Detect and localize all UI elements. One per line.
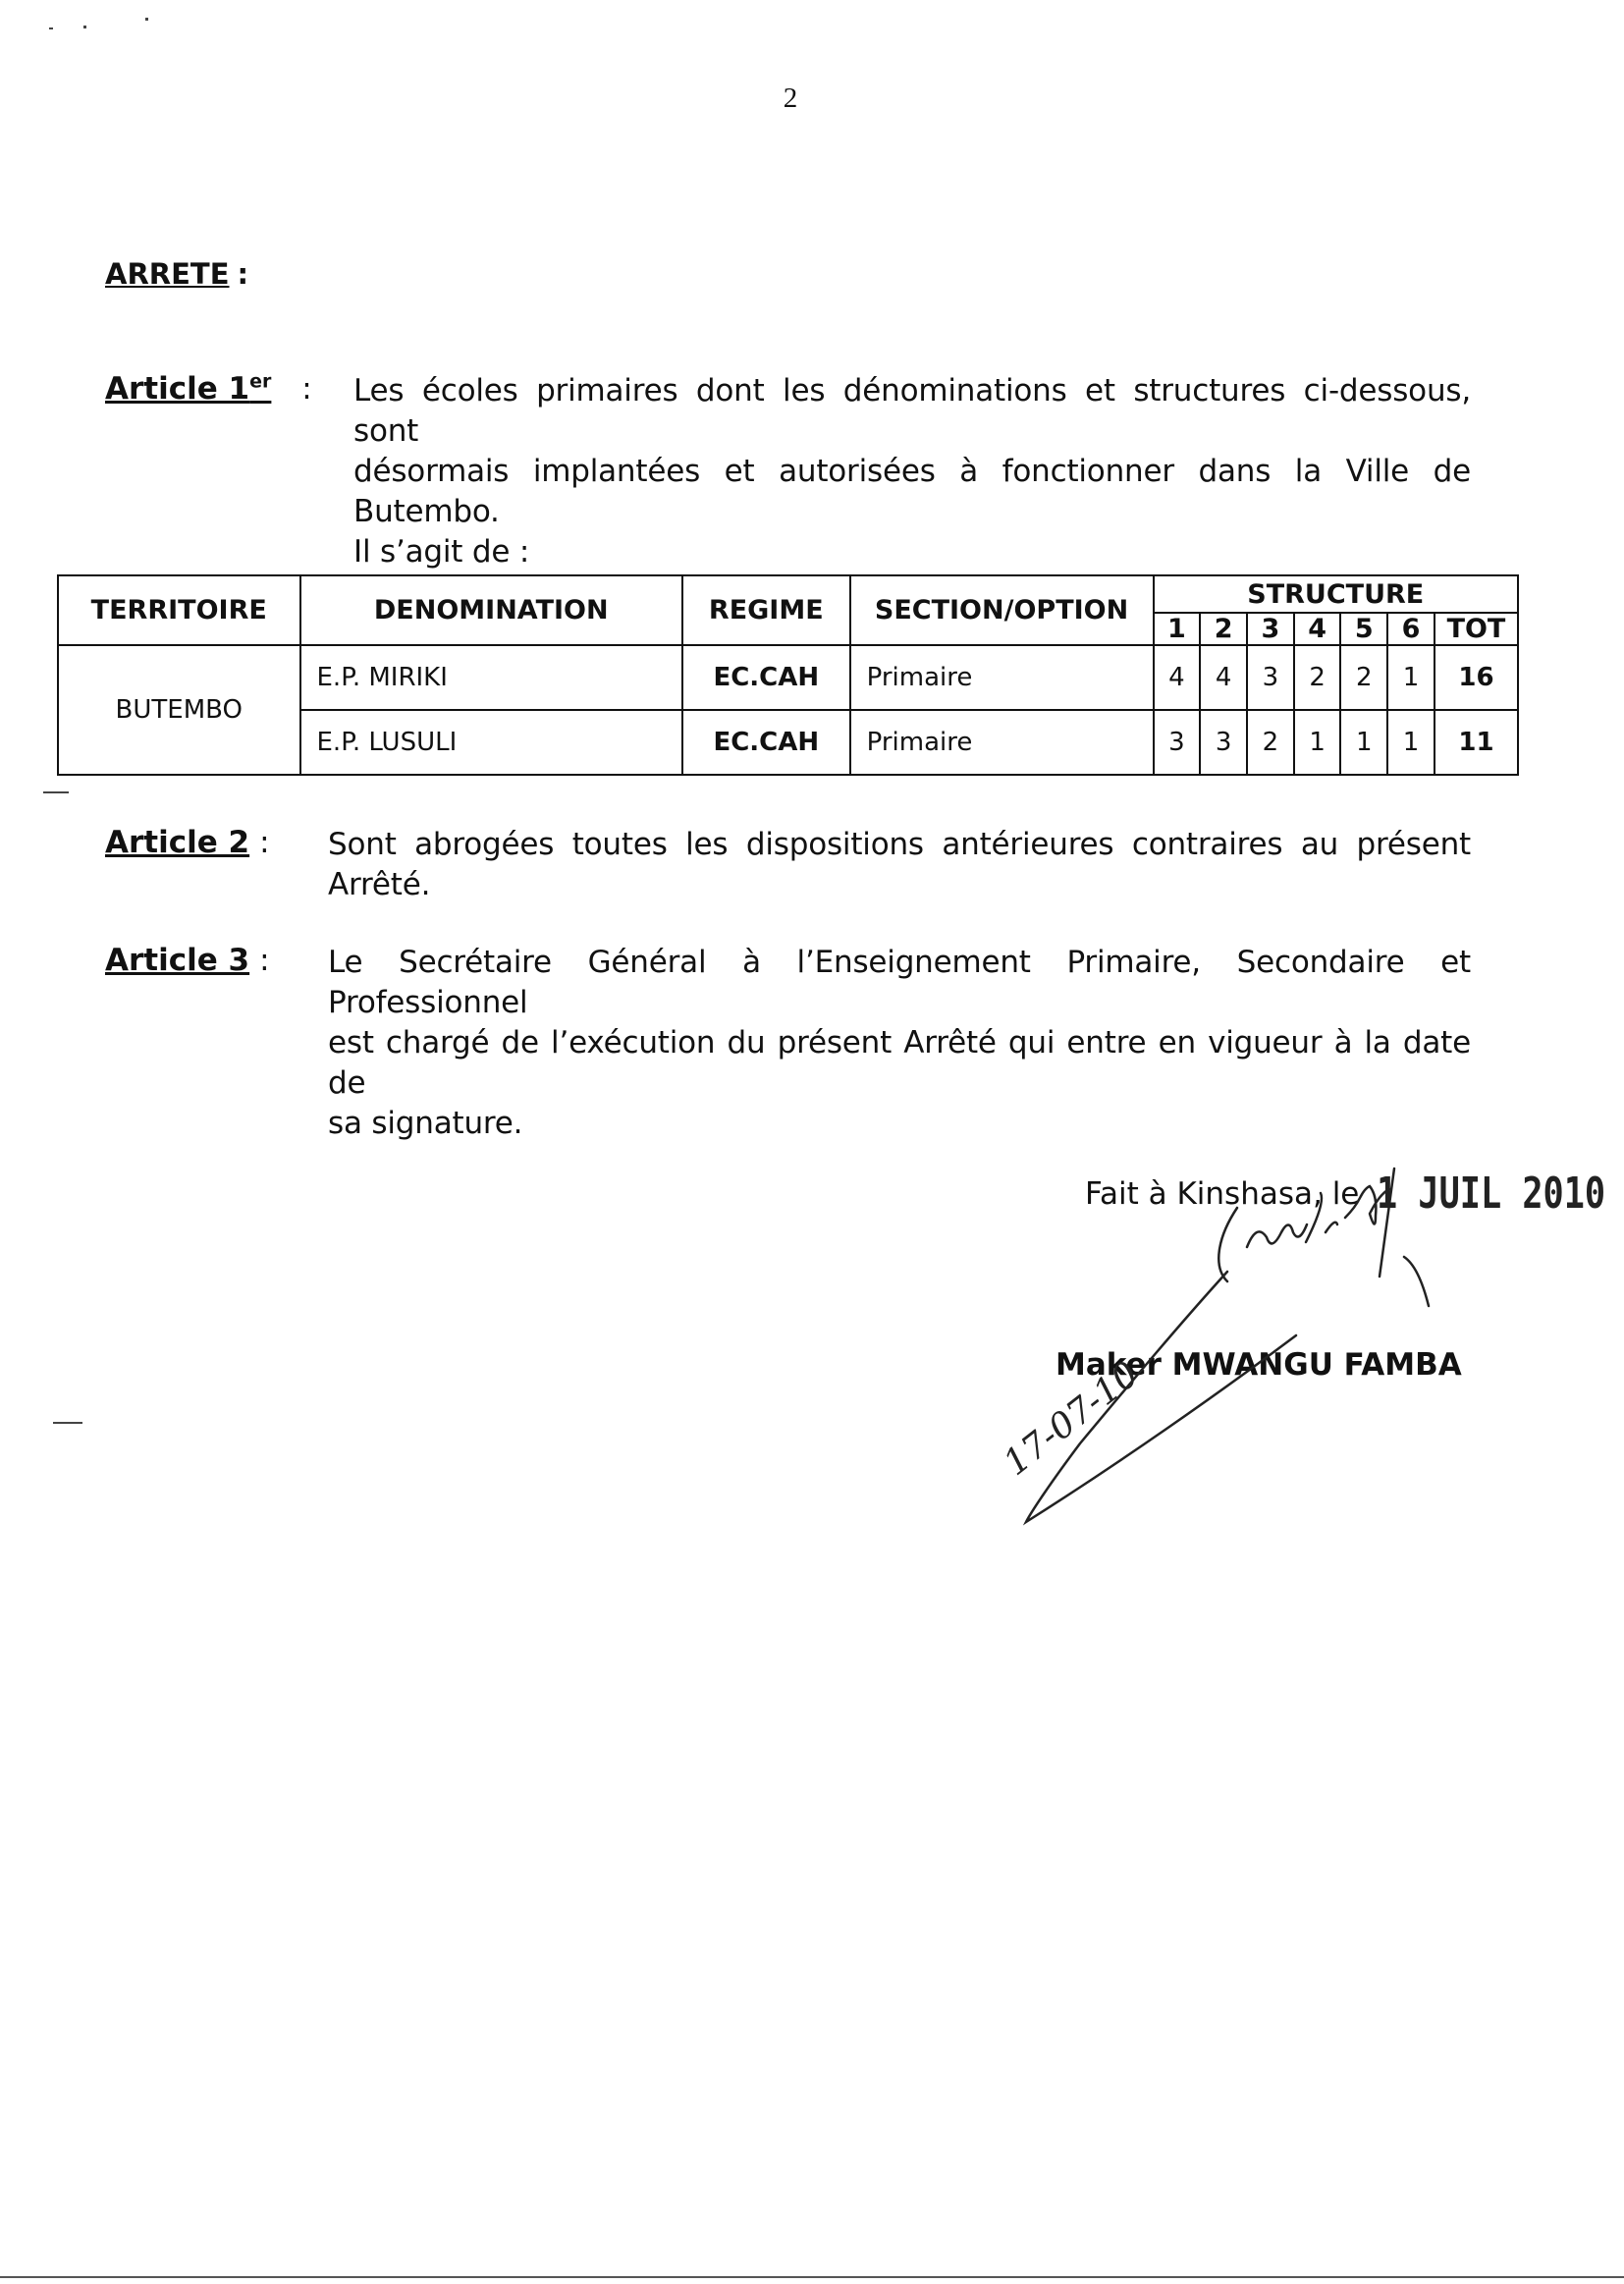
header-section: SECTION/OPTION — [850, 575, 1154, 645]
page-bottom-rule — [0, 2276, 1624, 2278]
article-2-label-text: Article 2 — [105, 825, 250, 860]
level-cell: 1 — [1294, 710, 1341, 775]
level-cell: 1 — [1387, 710, 1435, 775]
article-2-line: Arrêté. — [328, 867, 431, 902]
header-structure: STRUCTURE — [1154, 575, 1518, 613]
decree-heading-text: ARRETE — [105, 257, 230, 291]
article-1-text — [353, 371, 1471, 572]
article-3-label-text: Article 3 — [105, 943, 250, 978]
denomination-cell: E.P. LUSULI — [300, 710, 682, 775]
level-cell: 1 — [1340, 710, 1387, 775]
header-denomination: DENOMINATION — [300, 575, 682, 645]
scan-mark — [53, 1422, 82, 1424]
date-stamp: 1 JUIL 2010 — [1377, 1169, 1606, 1219]
header-level: 6 — [1387, 613, 1435, 645]
article-3-line: sa signature. — [328, 1106, 523, 1141]
article-2-line: Sont abrogées toutes les dispositions antérieures contraires au présent — [328, 827, 1471, 862]
scan-mark — [43, 791, 69, 793]
header-regime: REGIME — [682, 575, 850, 645]
section-cell: Primaire — [850, 645, 1154, 710]
page-number: 2 — [783, 82, 798, 114]
denomination-cell: E.P. MIRIKI — [300, 645, 682, 710]
article-1-line: Les écoles primaires dont les dénominations et structures ci-dessous, sont — [353, 373, 1471, 449]
article-3-line: Le Secrétaire Général à l’Enseignement Primaire, Secondaire et Professionnel — [328, 945, 1471, 1020]
header-level: 2 — [1200, 613, 1247, 645]
territoire-cell: BUTEMBO — [58, 645, 300, 775]
level-cell: 1 — [1387, 645, 1435, 710]
article-1-superscript: er — [249, 371, 272, 393]
header-level: 4 — [1294, 613, 1341, 645]
table-row — [58, 645, 1518, 710]
header-total: TOT — [1435, 613, 1518, 645]
section-cell: Primaire — [850, 710, 1154, 775]
header-level: 1 — [1154, 613, 1201, 645]
scan-mark — [49, 27, 53, 29]
level-cell: 4 — [1154, 645, 1201, 710]
article-2-label: Article 2 : — [105, 825, 270, 860]
handwritten-date: 17-07-10 — [996, 1354, 1147, 1484]
article-1-label: Article 1er : — [105, 371, 312, 408]
header-territoire: TERRITOIRE — [58, 575, 300, 645]
total-cell: 11 — [1435, 710, 1518, 775]
regime-cell: EC.CAH — [682, 645, 850, 710]
scan-mark — [145, 18, 148, 21]
total-cell: 16 — [1435, 645, 1518, 710]
scan-mark — [83, 26, 86, 28]
level-cell: 2 — [1340, 645, 1387, 710]
regime-cell: EC.CAH — [682, 710, 850, 775]
header-level: 5 — [1340, 613, 1387, 645]
signature-scribble — [982, 1149, 1492, 1561]
place-date: Fait à Kinshasa, le — [1085, 1176, 1360, 1212]
level-cell: 4 — [1200, 645, 1247, 710]
level-cell: 2 — [1294, 645, 1341, 710]
decree-heading: ARRETE : — [105, 257, 249, 291]
level-cell: 2 — [1247, 710, 1294, 775]
level-cell: 3 — [1154, 710, 1201, 775]
article-1-line: désormais implantées et autorisées à fonctionner dans la Ville de Butembo. — [353, 454, 1471, 529]
article-2-text — [328, 825, 1471, 905]
article-1-label-text: Article 1 — [105, 371, 250, 408]
header-level: 3 — [1247, 613, 1294, 645]
level-cell: 3 — [1247, 645, 1294, 710]
article-1-line: Il s’agit de : — [353, 534, 530, 570]
article-3-text — [328, 943, 1471, 1144]
signer-name: Maker MWANGU FAMBA — [1056, 1347, 1462, 1383]
level-cell: 3 — [1200, 710, 1247, 775]
article-3-label: Article 3 : — [105, 943, 270, 978]
schools-table — [57, 574, 1519, 776]
article-3-line: est chargé de l’exécution du présent Arrêté qui entre en vigueur à la date de — [328, 1025, 1471, 1101]
